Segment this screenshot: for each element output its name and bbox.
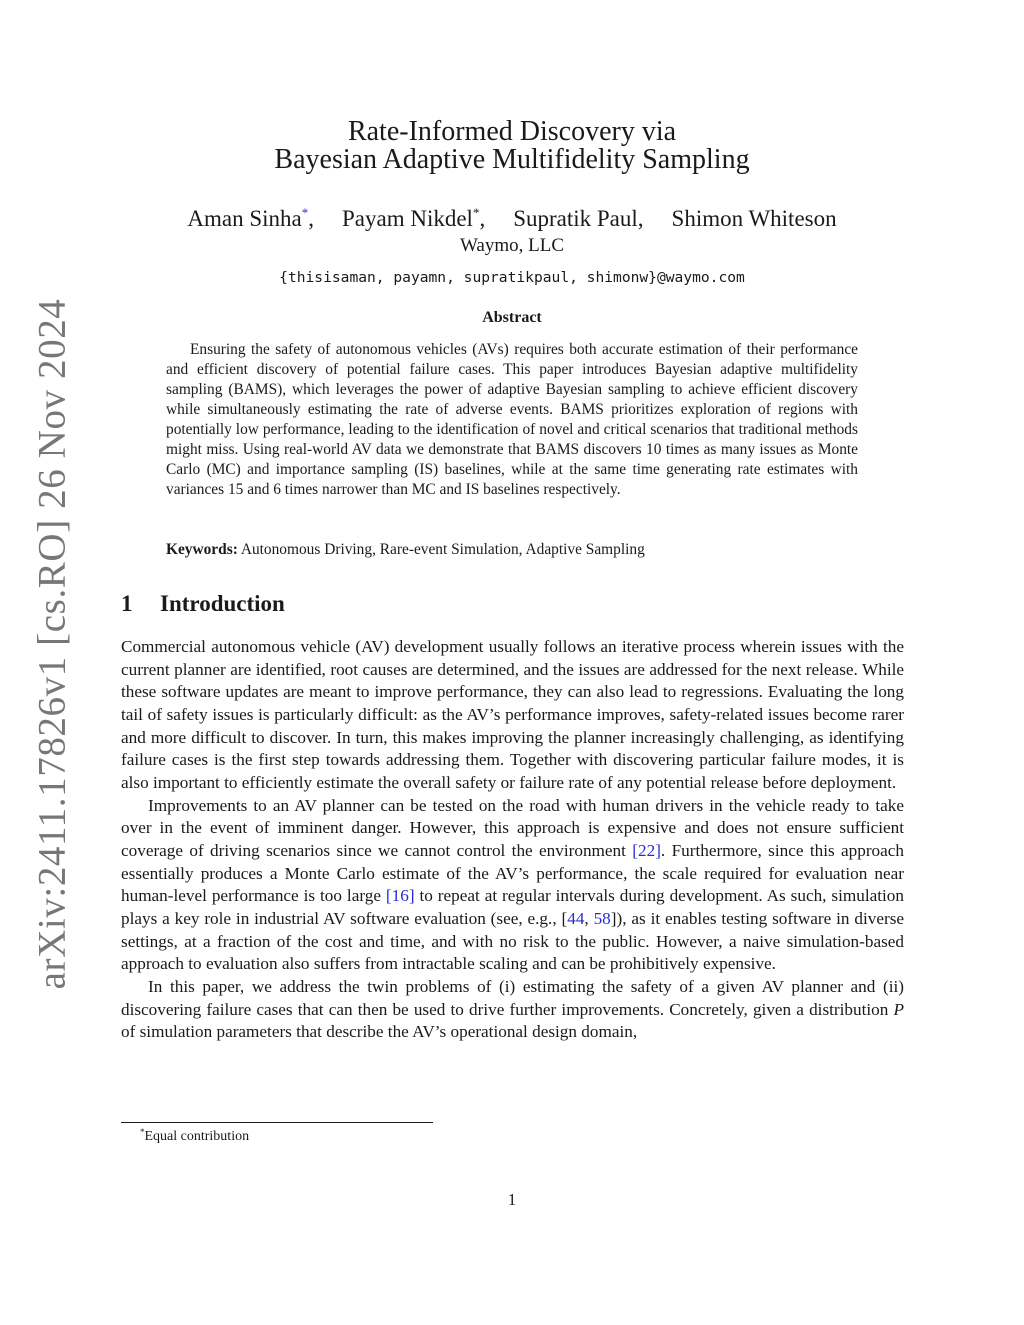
- paragraph-text: of simulation parameters that describe the AV’s operational design domain,: [121, 1022, 638, 1042]
- paragraph-3: [121, 976, 904, 1044]
- keywords-text: Autonomous Driving, Rare-event Simulation, Adaptive Sampling: [240, 541, 645, 558]
- paragraph-2: [121, 795, 904, 976]
- paragraph-text: Improvements to an AV planner can be tested on the road with human drivers in the vehicle ready to take over in the event of imminent danger. However, this approach is expensive and does not ensure sufficient coverage of driving scenarios since we cannot control the environment: [121, 795, 904, 860]
- footnote-mark-link[interactable]: *: [301, 205, 309, 220]
- arxiv-identifier-stamp: arXiv:2411.17826v1 [cs.RO] 26 Nov 2024: [30, 298, 74, 990]
- author-name: Shimon Whiteson: [671, 206, 837, 231]
- section-number: 1: [121, 591, 133, 616]
- keywords: [166, 540, 858, 560]
- paper-title-line-2: Bayesian Adaptive Multifidelity Sampling: [274, 144, 750, 175]
- author-separator: ,: [479, 206, 486, 231]
- citation-link[interactable]: 44: [567, 908, 585, 928]
- abstract-text: Ensuring the safety of autonomous vehicles (AVs) requires both accurate estimation of their performance and efficient discovery of potential failure cases. This paper introduces Bayesian adaptive multifidelity sampling (BAMS), which leverages the power of adaptive Bayesian sampling to achieve efficient discovery while simultaneously estimating the rate of adverse events. BAMS prioritizes exploration of regions with potentially low performance, leading to the identification of novel and critical scenarios that traditional methods might miss. Using real-world AV data we demonstrate that BAMS discovers 10 times as many issues as Monte Carlo (MC) and importance sampling (IS) baselines, while at the same time generating rate estimates with variances 15 and 6 times narrower than MC and IS baselines respectively.: [166, 341, 858, 498]
- paragraph-text: to repeat at regular intervals during development. As such, simulation plays a key role in industrial AV software evaluation (see, e.g., [: [121, 886, 904, 928]
- math-variable: P: [893, 999, 904, 1019]
- introduction-body: [121, 636, 904, 1044]
- affiliation: Waymo, LLC: [459, 235, 564, 256]
- paragraph-text: ,: [584, 908, 594, 928]
- author-separator: ,: [637, 206, 644, 231]
- footnote-text: Equal contribution: [144, 1129, 250, 1144]
- author-name: Supratik Paul: [513, 206, 638, 231]
- author-name: Payam Nikdel: [342, 206, 473, 231]
- section-heading: [121, 590, 285, 618]
- author-2: [342, 200, 485, 232]
- author-emails: {thisisaman, payamn, supratikpaul, shimonw}@waymo.com: [279, 269, 745, 286]
- footnote-divider: [121, 1122, 433, 1123]
- paragraph-text: In this paper, we address the twin problems of (i) estimating the safety of a given AV planner and (ii) discovering failure cases that can then be used to drive further improvements. Concretely, given a distribution: [121, 976, 904, 1019]
- footnote: [140, 1127, 249, 1145]
- author-1: [187, 200, 314, 232]
- paragraph-1: Commercial autonomous vehicle (AV) development usually follows an iterative process wherein issues with the current planner are identified, root causes are determined, and the issues are addressed for the next release. While these software updates are meant to improve performance, they can also lead to regressions. Evaluating the long tail of safety issues is particularly difficult: as the AV’s performance improves, safety-related issues become rarer and more difficult to discover. In turn, this makes improving the planner increasingly challenging, as identifying failure cases is the first step towards addressing them. Together with discovering particular failure modes, it is also important to efficiently estimate the overall safety or failure rate of any potential release before deployment.: [121, 637, 904, 792]
- footnote-mark: *: [140, 1127, 145, 1137]
- page-number: 1: [507, 1190, 517, 1209]
- author-name: Aman Sinha: [187, 206, 302, 231]
- paragraph-text: . Furthermore, since this approach essentially produces a Monte Carlo estimate of the AV’s performance, the scale required for evaluation near human-level performance is too large: [121, 840, 905, 906]
- abstract-heading: Abstract: [482, 309, 542, 326]
- footnote-mark: *: [472, 205, 480, 220]
- author-separator: ,: [308, 206, 314, 231]
- section-title: Introduction: [160, 591, 285, 616]
- author-4: [672, 206, 837, 232]
- paragraph-text: ]), as it enables testing software in diverse settings, at a fraction of the cost and time, and with no risk to the public. However, a naive simulation-based approach to evaluation also suffers from intractable scaling and can be prohibitively expensive.: [121, 908, 905, 974]
- citation-link[interactable]: [16]: [385, 886, 415, 906]
- author-3: [513, 206, 643, 232]
- citation-link[interactable]: 58: [593, 908, 611, 928]
- paper-title-line-1: Rate-Informed Discovery via: [347, 116, 677, 147]
- author-list: [0, 200, 1024, 232]
- citation-link[interactable]: [22]: [632, 840, 661, 860]
- keywords-label: Keywords:: [166, 541, 238, 558]
